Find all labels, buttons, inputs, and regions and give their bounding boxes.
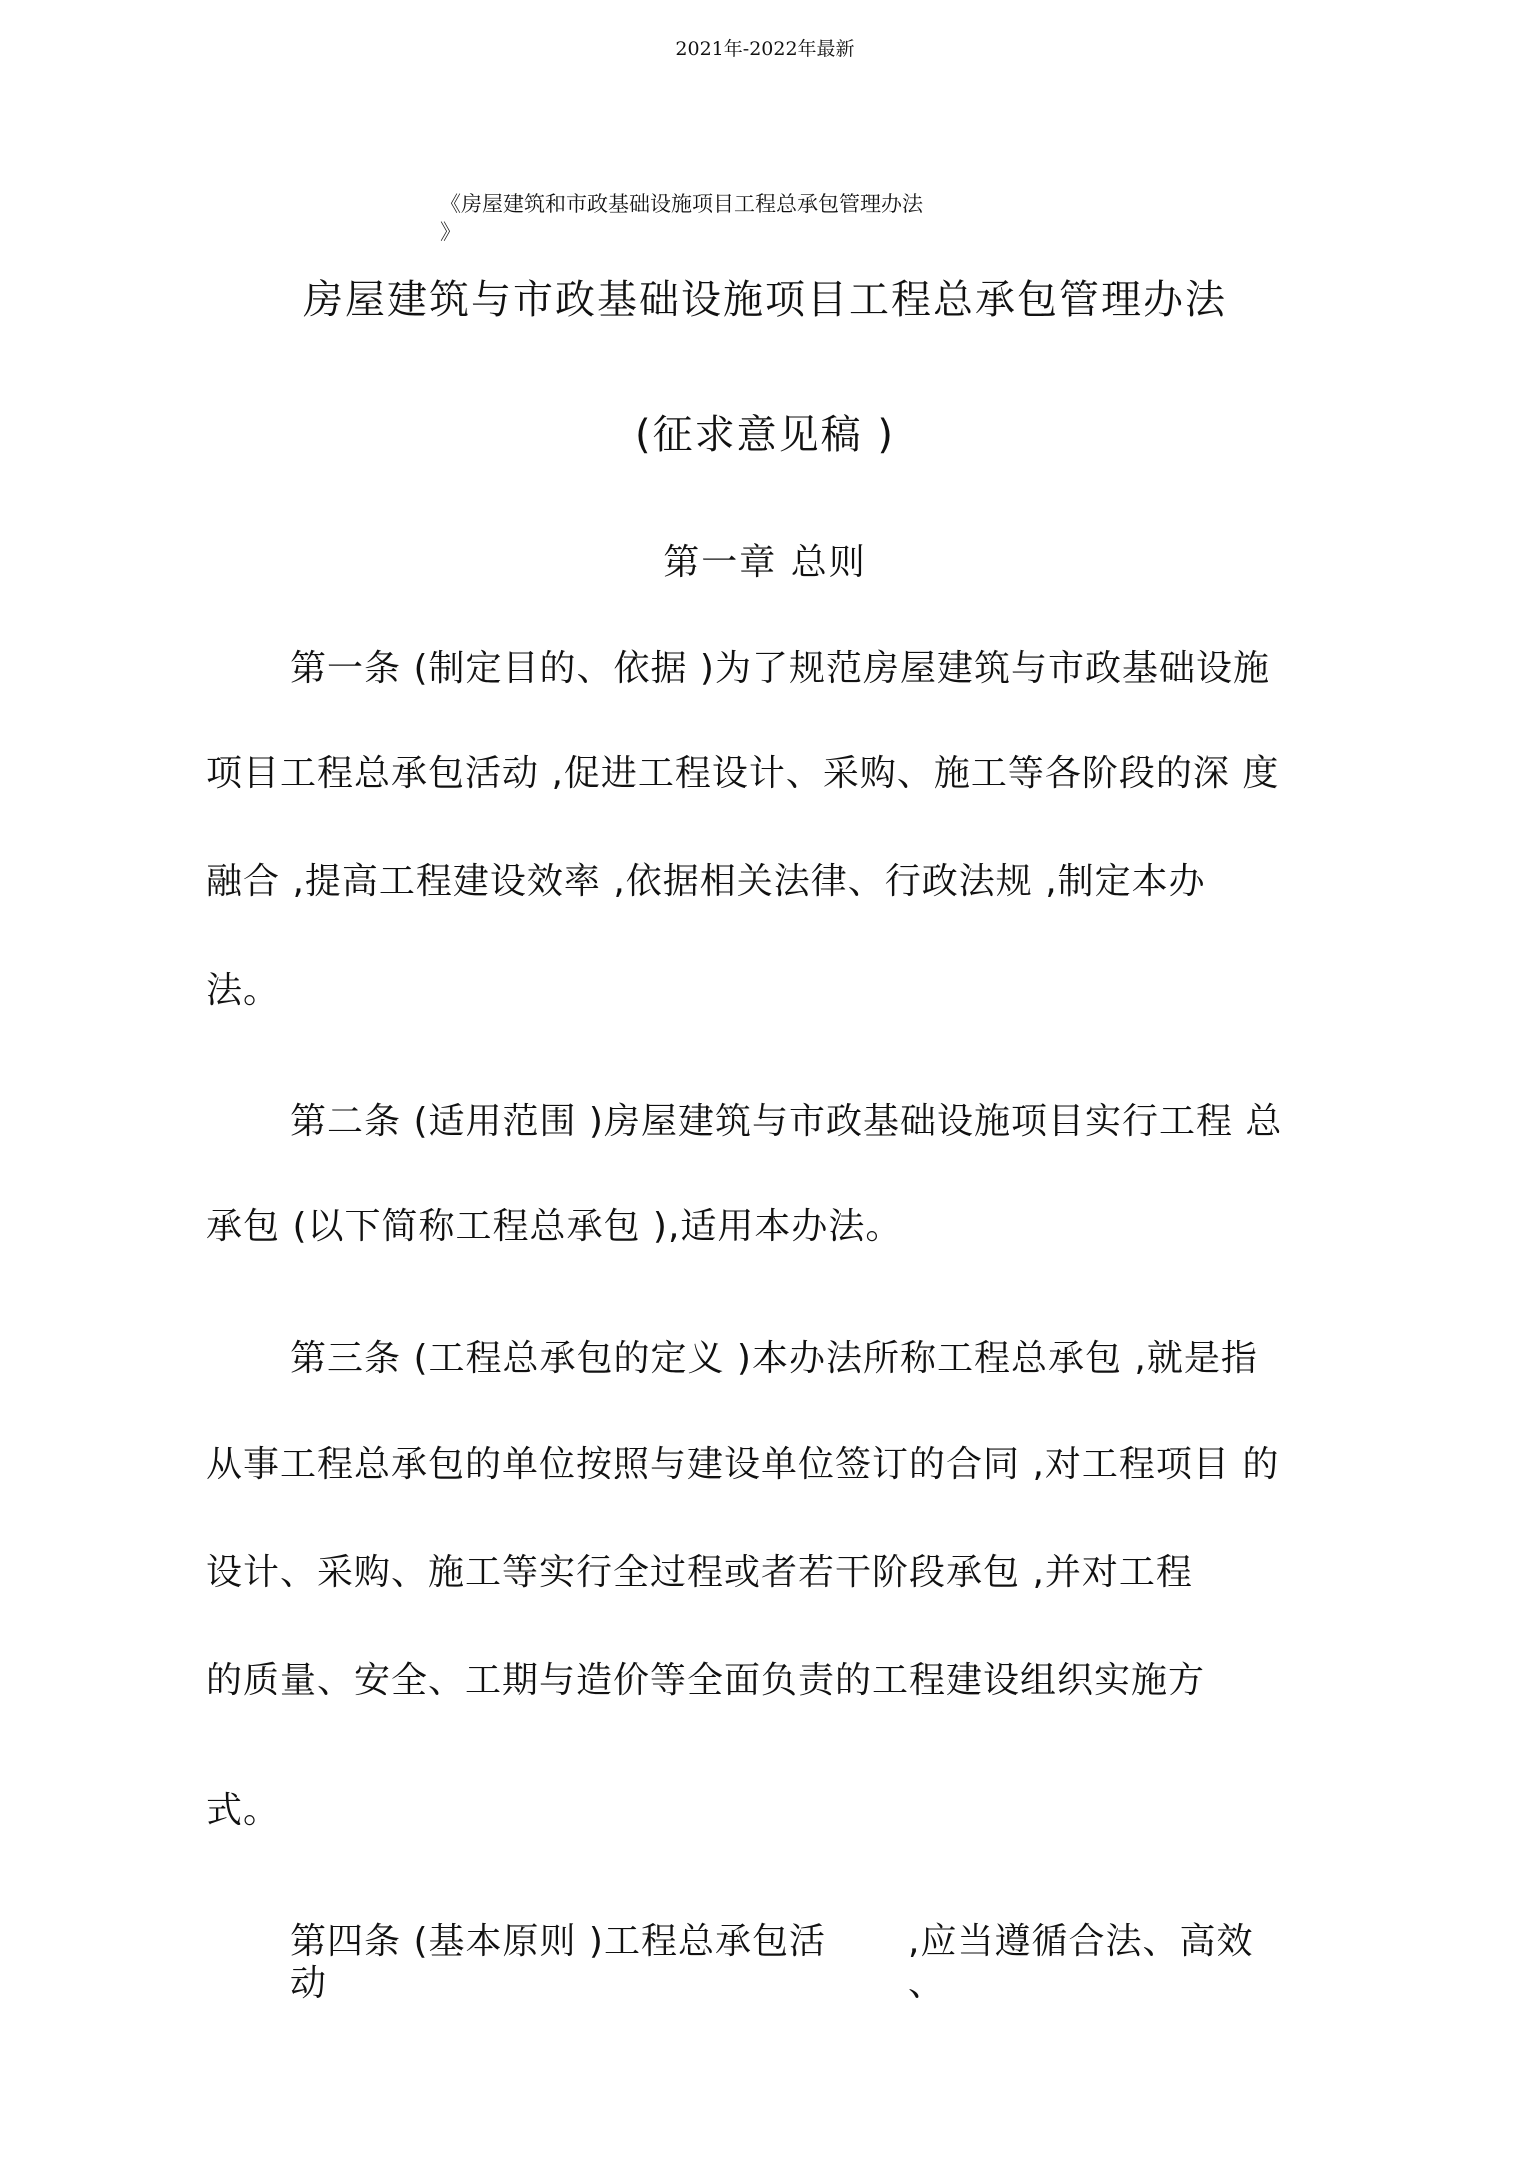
body-line: 第一条 (制定目的、依据 )为了规范房屋建筑与市政基础设施 <box>290 648 1270 689</box>
body-line: 第二条 (适用范围 )房屋建筑与市政基础设施项目实行工程 总 <box>290 1101 1283 1142</box>
article4-left-line: 第四条 (基本原则 )工程总承包活 <box>290 1921 826 1962</box>
body-line: 从事工程总承包的单位按照与建设单位签订的合同 ,对工程项目 的 <box>206 1444 1280 1485</box>
document-title: 房屋建筑与市政基础设施项目工程总承包管理办法 <box>303 277 1227 323</box>
body-line: 式。 <box>206 1790 281 1831</box>
reference-title-line: 《房屋建筑和市政基础设施项目工程总承包管理办法 <box>440 192 923 216</box>
body-line: 的质量、安全、工期与造价等全面负责的工程建设组织实施方 <box>206 1660 1206 1701</box>
body-line: 项目工程总承包活动 ,促进工程设计、采购、施工等各阶段的深 度 <box>206 753 1280 794</box>
body-line: 第三条 (工程总承包的定义 )本办法所称工程总承包 ,就是指 <box>290 1338 1258 1379</box>
article4-right-continuation: 、 <box>908 1963 946 2004</box>
document-subtitle: (征求意见稿 ) <box>635 412 895 458</box>
page-header: 2021年-2022年最新 <box>675 38 855 60</box>
article4-right-line: ,应当遵循合法、高效 <box>908 1921 1254 1962</box>
body-line: 融合 ,提高工程建设效率 ,依据相关法律、行政法规 ,制定本办 <box>206 861 1206 902</box>
body-line: 承包 (以下简称工程总承包 ),适用本办法。 <box>206 1206 903 1247</box>
article4-left-continuation: 动 <box>290 1963 328 2004</box>
chapter-heading: 第一章 总则 <box>663 542 867 583</box>
body-line: 法。 <box>206 970 281 1011</box>
reference-title-closing: 》 <box>440 220 461 244</box>
body-line: 设计、采购、施工等实行全过程或者若干阶段承包 ,并对工程 <box>206 1552 1193 1593</box>
